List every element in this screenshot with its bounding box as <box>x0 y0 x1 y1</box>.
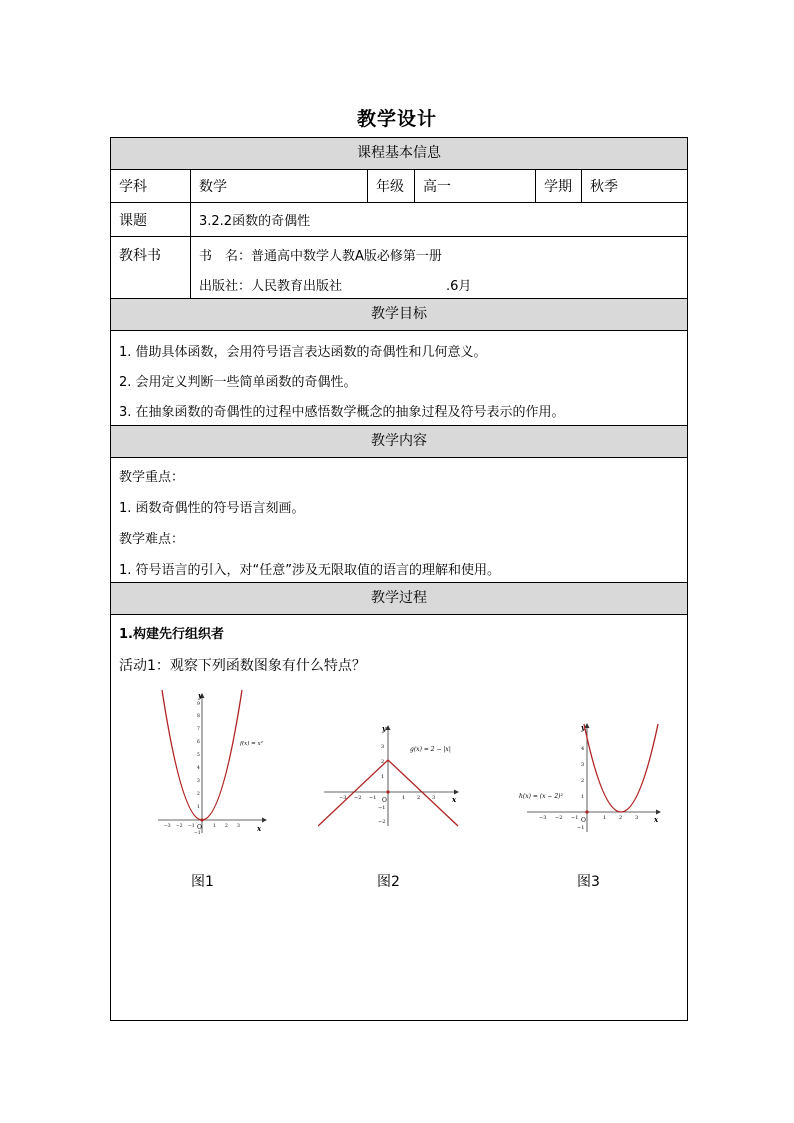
svg-text:−1: −1 <box>577 825 585 831</box>
svg-text:−3: −3 <box>164 824 171 829</box>
svg-text:9: 9 <box>197 702 200 707</box>
textbook-label: 教科书 <box>111 237 191 298</box>
svg-text:7: 7 <box>197 727 200 732</box>
term-value: 秋季 <box>590 179 618 195</box>
key-points-label: 教学重点： <box>119 470 185 485</box>
svg-text:3: 3 <box>381 744 385 750</box>
svg-text:y: y <box>382 724 387 733</box>
term-label: 学期 <box>536 170 582 202</box>
textbook-info <box>191 237 687 297</box>
subject-row <box>110 169 688 202</box>
svg-text:2: 2 <box>225 824 228 829</box>
svg-text:4: 4 <box>197 766 200 771</box>
svg-text:1: 1 <box>381 774 385 780</box>
svg-text:3: 3 <box>237 824 240 829</box>
svg-text:−2: −2 <box>378 819 386 825</box>
svg-text:−3: −3 <box>539 815 547 821</box>
objective-item: 1. 借助具体函数，会用符号语言表达函数的奇偶性和几何意义。 <box>119 345 487 360</box>
svg-text:1: 1 <box>213 824 216 829</box>
process-header: 教学过程 <box>110 582 688 614</box>
topic-row <box>110 202 688 236</box>
objectives-body <box>110 330 688 425</box>
svg-text:3: 3 <box>197 779 200 784</box>
svg-text:x: x <box>452 795 457 804</box>
figure-2-graph <box>318 722 463 830</box>
figure-1-formula: f(x) = x² <box>240 741 263 747</box>
activity-text: 活动1：观察下列函数图象有什么特点？ <box>119 658 366 674</box>
svg-text:−1: −1 <box>369 795 377 801</box>
svg-text:2: 2 <box>619 815 623 821</box>
svg-text:2: 2 <box>197 792 200 797</box>
svg-text:−1: −1 <box>378 805 386 811</box>
svg-text:2: 2 <box>417 795 421 801</box>
svg-text:8: 8 <box>197 714 200 719</box>
svg-text:3: 3 <box>432 795 436 801</box>
topic-value: 3.2.2函数的奇偶性 <box>199 214 311 229</box>
page-title: 教学设计 <box>356 108 437 130</box>
difficult-points-label: 教学难点： <box>119 532 185 547</box>
svg-text:O: O <box>197 824 202 831</box>
figure-3-formula: h(x) = (x − 2)² <box>519 793 563 800</box>
svg-text:1: 1 <box>197 805 200 810</box>
svg-text:−2: −2 <box>555 815 563 821</box>
textbook-row <box>110 236 688 298</box>
svg-text:−1: −1 <box>194 831 201 836</box>
objectives-header: 教学目标 <box>110 298 688 330</box>
figure-1-graph <box>150 688 270 838</box>
svg-text:O: O <box>382 797 387 804</box>
subject-label: 学科 <box>111 170 191 202</box>
basic-info-header: 课程基本信息 <box>110 137 688 169</box>
subject-value: 数学 <box>191 170 368 202</box>
svg-text:x: x <box>654 815 659 824</box>
figure-1-caption: 图1 <box>191 874 214 890</box>
svg-text:1: 1 <box>581 794 585 800</box>
textbook-publisher: 出版社：人民教育出版社 .6月 <box>199 279 472 294</box>
svg-text:−1: −1 <box>571 815 579 821</box>
content-body <box>110 457 688 582</box>
svg-text:y: y <box>198 691 203 700</box>
svg-text:5: 5 <box>197 753 200 758</box>
svg-text:4: 4 <box>581 746 585 752</box>
svg-text:1: 1 <box>402 795 406 801</box>
topic-label: 课题 <box>111 203 191 236</box>
svg-text:3: 3 <box>635 815 639 821</box>
difficult-point-item: 1. 符号语言的引入，对“任意”涉及无限取值的语言的理解和使用。 <box>119 563 501 578</box>
svg-text:2: 2 <box>581 778 585 784</box>
objective-item: 3. 在抽象函数的奇偶性的过程中感悟数学概念的抽象过程及符号表示的作用。 <box>119 405 565 420</box>
svg-text:−2: −2 <box>354 795 362 801</box>
svg-text:3: 3 <box>581 762 585 768</box>
grade-label: 年级 <box>368 170 415 202</box>
svg-text:O: O <box>581 817 586 824</box>
svg-text:6: 6 <box>197 740 200 745</box>
figure-3-graph <box>517 718 667 836</box>
grade-value: 高一 <box>415 170 536 202</box>
figure-3-caption: 图3 <box>577 874 600 890</box>
content-header: 教学内容 <box>110 425 688 457</box>
figure-2-caption: 图2 <box>377 874 400 890</box>
textbook-name: 书 名：普通高中数学人教A版必修第一册 <box>199 249 442 264</box>
svg-text:x: x <box>257 824 262 833</box>
figure-2-formula: g(x) = 2 − |x| <box>410 746 451 753</box>
objective-item: 2. 会用定义判断一些简单函数的奇偶性。 <box>119 375 357 390</box>
svg-text:−3: −3 <box>339 795 347 801</box>
svg-text:2: 2 <box>381 759 385 765</box>
section-title: 1.构建先行组织者 <box>119 627 224 642</box>
svg-text:−2: −2 <box>176 824 183 829</box>
svg-text:1: 1 <box>603 815 607 821</box>
svg-text:y: y <box>581 723 586 732</box>
svg-text:−1: −1 <box>188 824 195 829</box>
key-point-item: 1. 函数奇偶性的符号语言刻画。 <box>119 501 305 516</box>
